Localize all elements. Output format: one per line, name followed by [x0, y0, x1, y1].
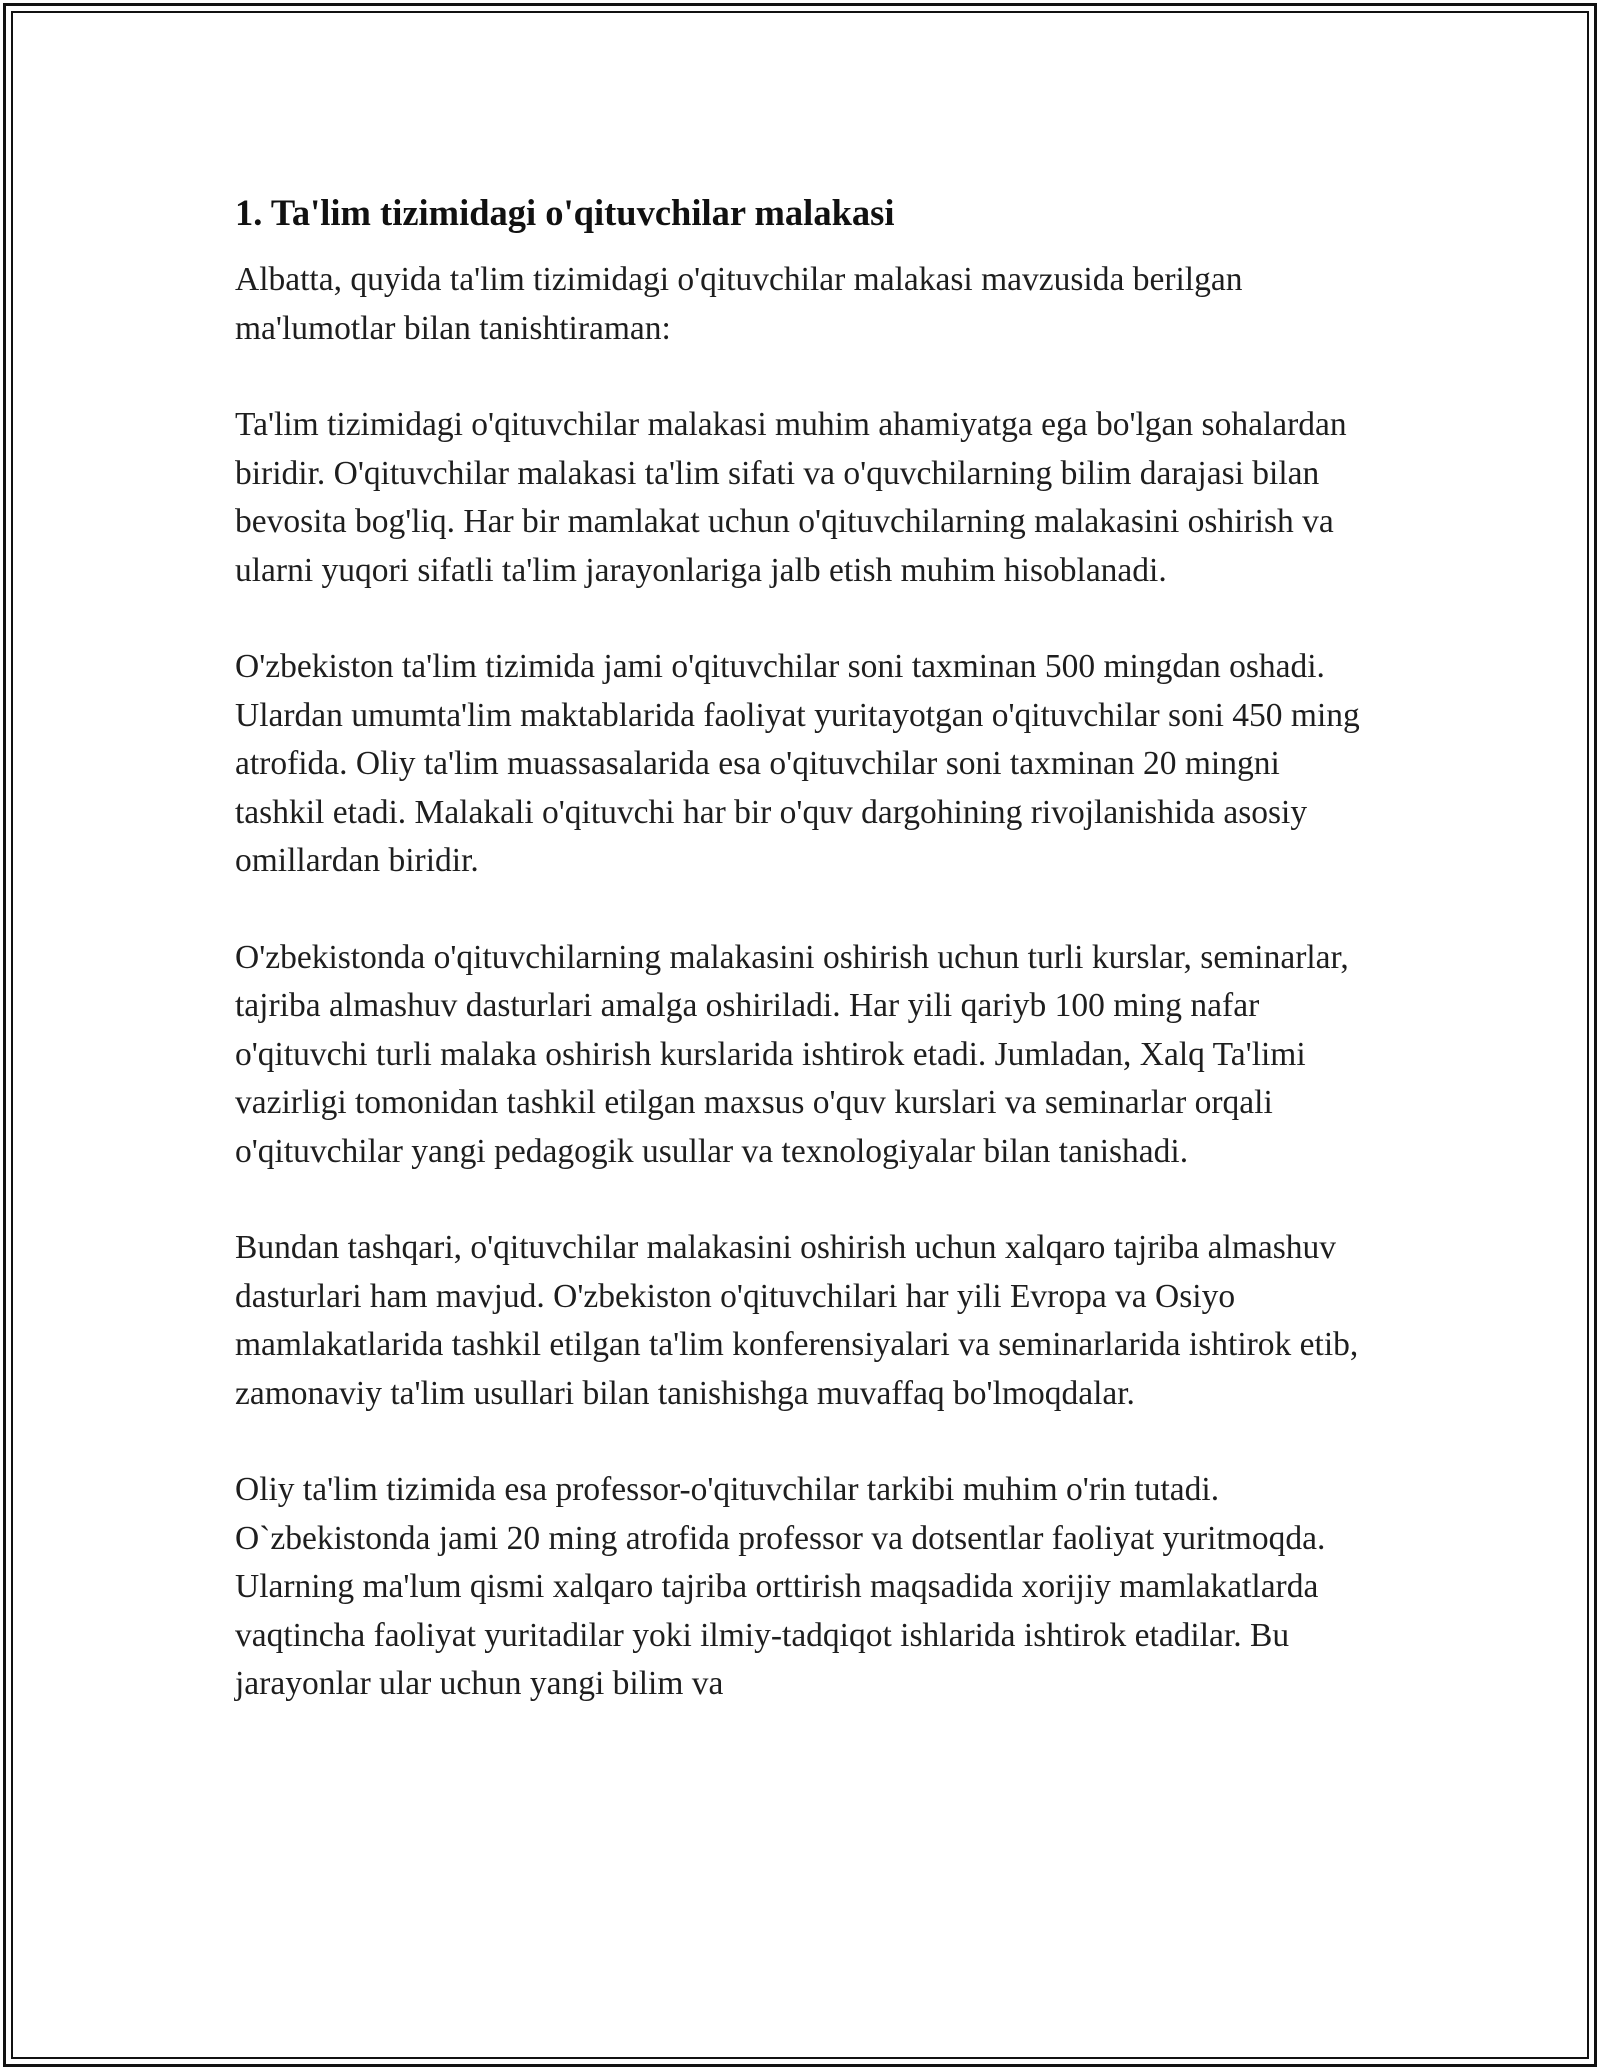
section-heading: 1. Ta'lim tizimidagi o'qituvchilar malakasi: [235, 192, 895, 233]
paragraph-training-courses: O'zbekistonda o'qituvchilarning malakasini oshirish uchun turli kurslar, seminarlar, tajriba almashuv dasturlari amalga oshiriladi. Har yili qariyb 100 ming nafar o'qituvchi turli malaka oshirish kurslarida ishtirok etadi. Jumladan, Xalq Ta'limi vazirligi tomonidan tashkil etilgan maxsus o'quv kurslari va seminarlar orqali o'qituvchilar yangi pedagogik usullar va texnologiyalar bilan tanishadi.: [235, 938, 1349, 1170]
document-body: [235, 188, 1375, 1757]
paragraph-higher-education: Oliy ta'lim tizimida esa professor-o'qituvchilar tarkibi muhim o'rin tutadi. O`zbekistonda jami 20 ming atrofida professor va dotsentlar faoliyat yuritmoqda. Ularning ma'lum qismi xalqaro tajriba orttirish maqsadida xorijiy mamlakatlarda vaqtincha faoliyat yuritadilar yoki ilmiy-tadqiqot ishlarida ishtirok etadilar. Bu jarayonlar ular uchun yangi bilim va: [235, 1471, 1326, 1702]
paragraph-international-exchange: Bundan tashqari, o'qituvchilar malakasini oshirish uchun xalqaro tajriba almashuv dasturlari ham mavjud. O'zbekiston o'qituvchilari har yili Evropa va Osiyo mamlakatlarida tashkil etilgan ta'lim konferensiyalari va seminarlarida ishtirok etib, zamonaviy ta'lim usullari bilan tanishishga muvaffaq bo'lmoqdalar.: [235, 1229, 1359, 1412]
paragraph-intro: Albatta, quyida ta'lim tizimidagi o'qituvchilar malakasi mavzusida berilgan ma'lumotlar bilan tanishtiraman:: [235, 261, 1243, 347]
paragraph-importance: Ta'lim tizimidagi o'qituvchilar malakasi muhim ahamiyatga ega bo'lgan sohalardan biridir. O'qituvchilar malakasi ta'lim sifati va o'quvchilarning bilim darajasi bilan bevosita bog'liq. Har bir mamlakat uchun o'qituvchilarning malakasini oshirish va ularni yuqori sifatli ta'lim jarayonlariga jalb etish muhim hisoblanadi.: [235, 406, 1347, 589]
paragraph-statistics: O'zbekiston ta'lim tizimida jami o'qituvchilar soni taxminan 500 mingdan oshadi. Ulardan umumta'lim maktablarida faoliyat yuritayotgan o'qituvchilar soni 450 ming atrofida. Oliy ta'lim muassasalarida esa o'qituvchilar soni taxminan 20 mingni tashkil etadi. Malakali o'qituvchi har bir o'quv dargohining rivojlanishida asosiy omillardan biridir.: [235, 648, 1360, 879]
